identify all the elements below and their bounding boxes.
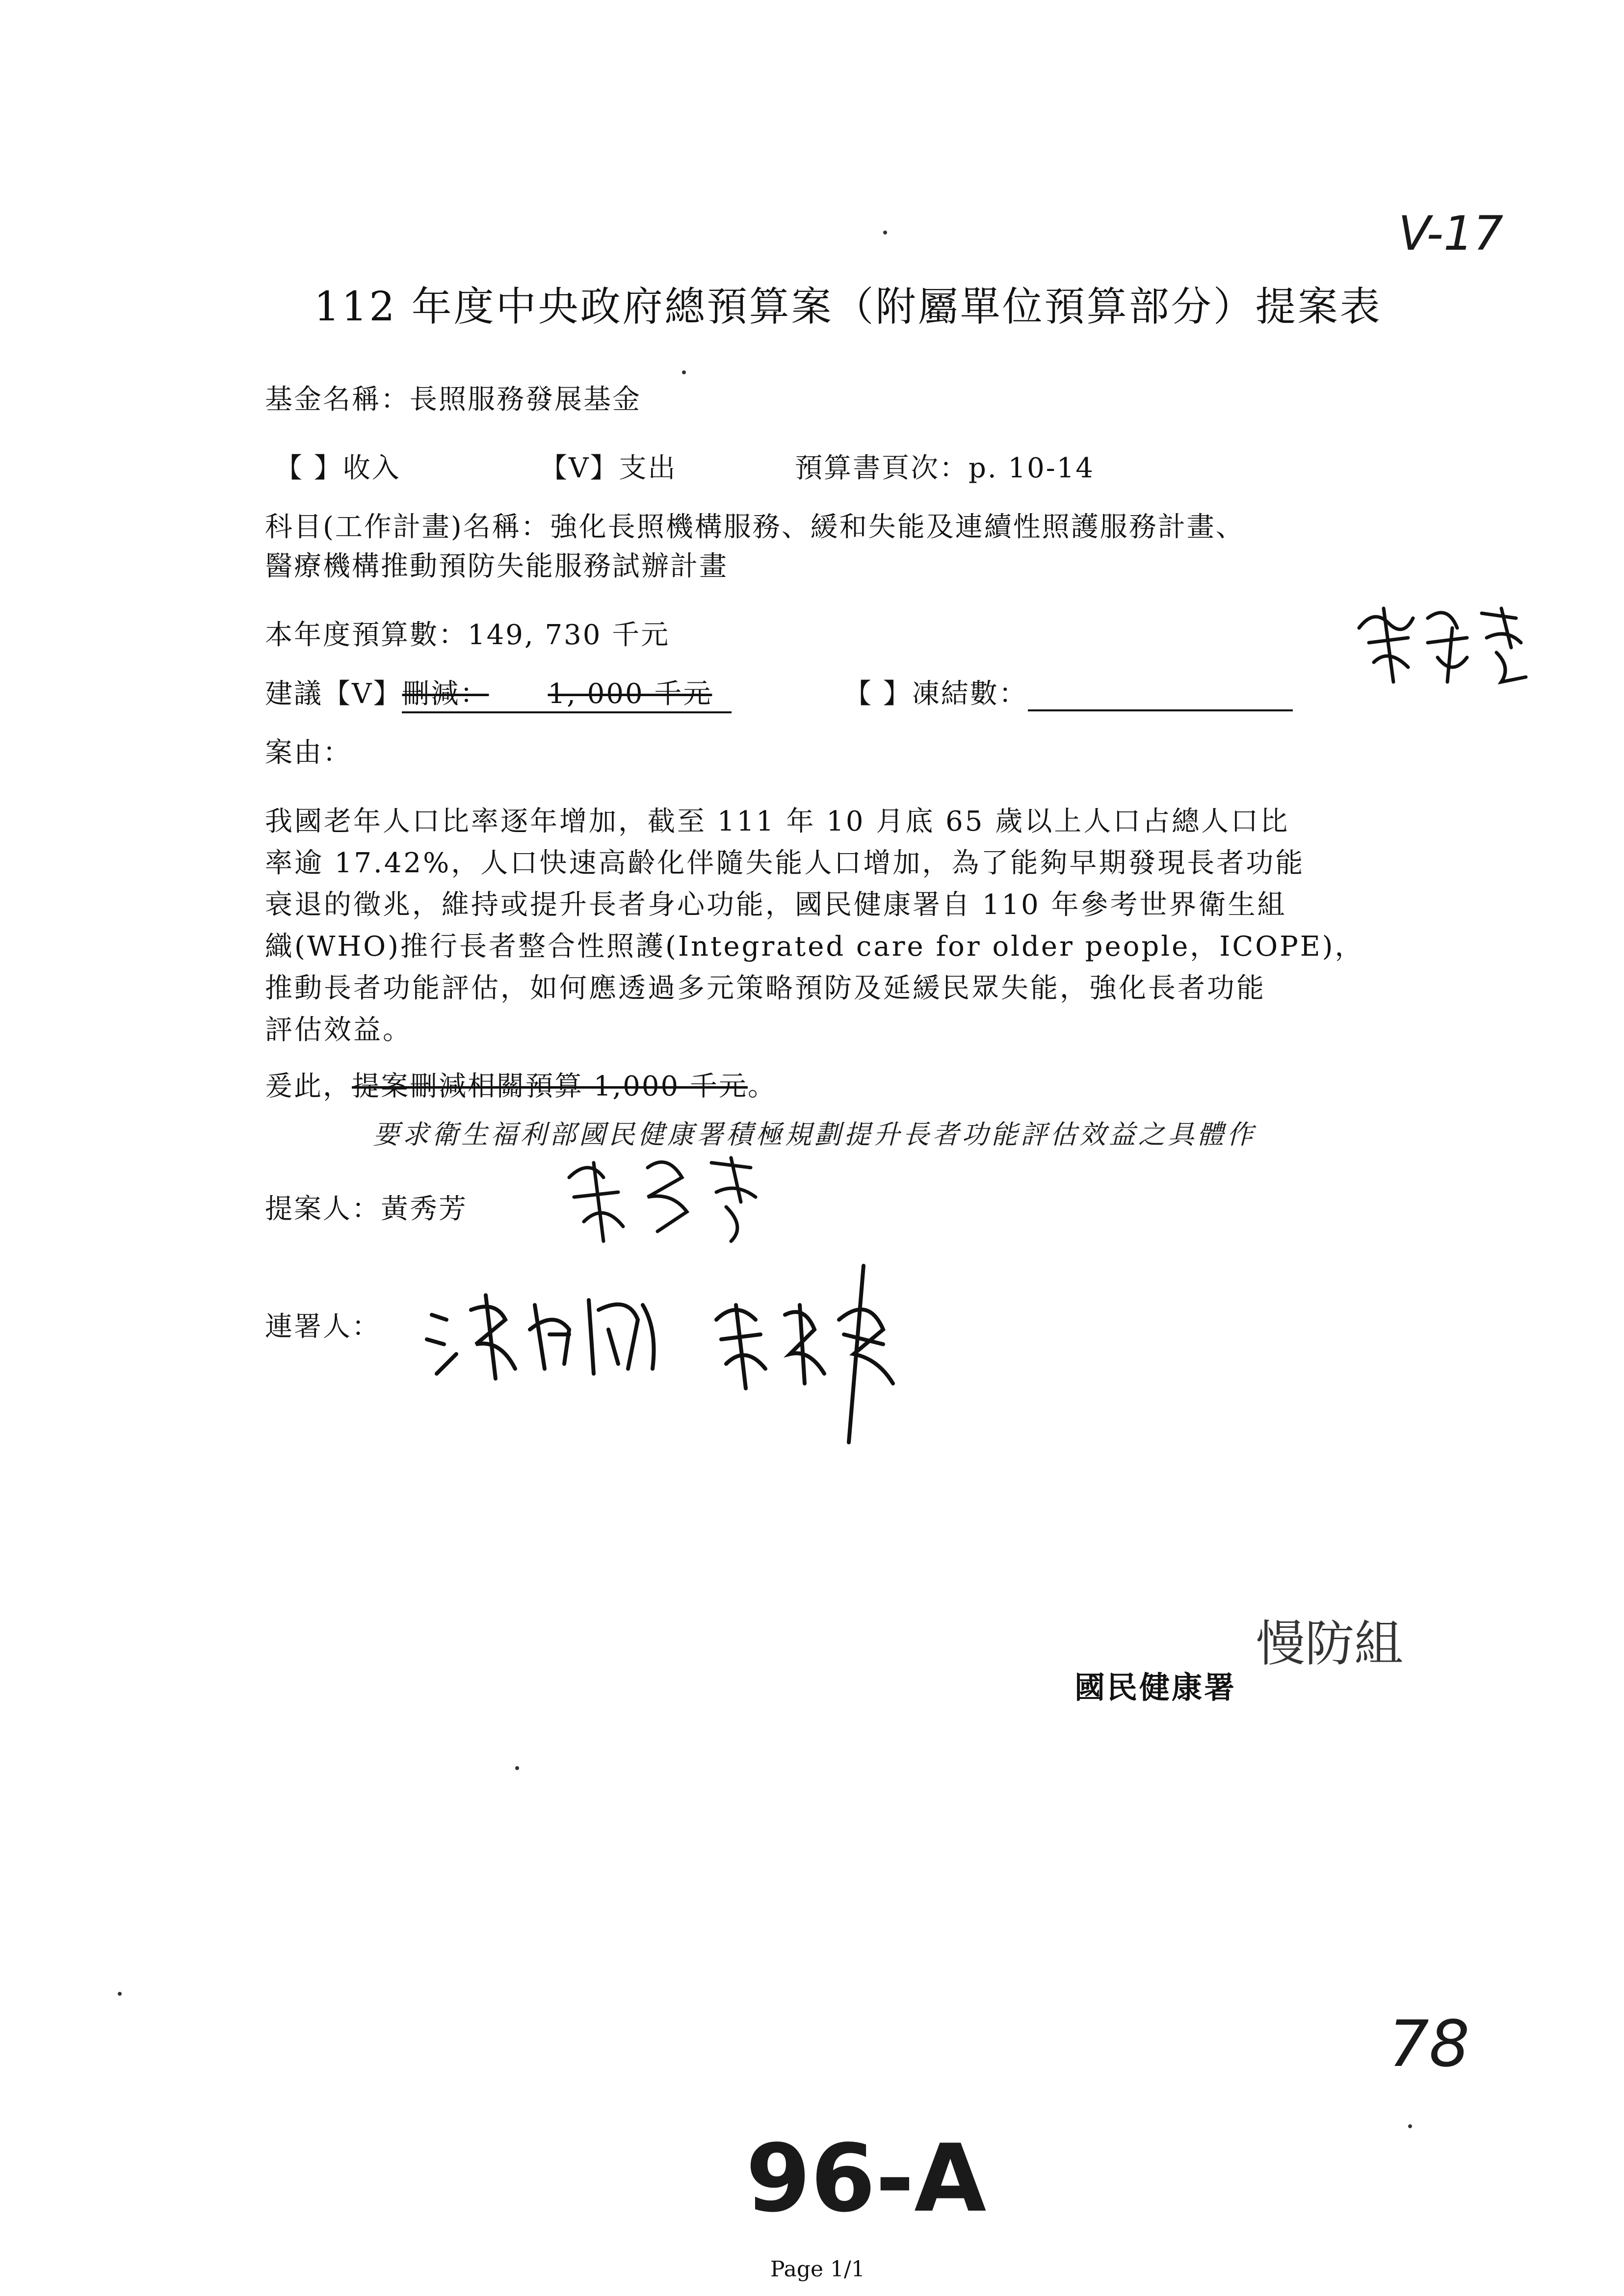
proposer-row xyxy=(265,1187,468,1226)
cosigner-signature-1 xyxy=(422,1256,677,1395)
conclusion-handwritten: 要求衛生福利部國民健康署積極規劃提升長者功能評估效益之具體作 xyxy=(373,1119,1256,1150)
conclusion-period: 。 xyxy=(747,1070,777,1102)
income-checkbox: 【 】收入 xyxy=(275,452,401,484)
fund-value: 長照服務發展基金 xyxy=(410,384,641,416)
expense-checkbox: 【V】支出 xyxy=(540,452,677,484)
subject-row xyxy=(265,505,1245,545)
conclusion-row xyxy=(265,1065,777,1104)
scan-speck xyxy=(682,370,686,374)
cosigner-label: 連署人： xyxy=(265,1311,381,1343)
reason-line: 率逾 17.42%，人口快速高齡化伴隨失能人口增加，為了能夠早期發現長者功能 xyxy=(265,847,1305,879)
reason-line: 評估效益。 xyxy=(265,1014,412,1046)
scan-speck xyxy=(515,1766,519,1770)
page-footer: Page 1/1 xyxy=(770,2257,865,2282)
freeze-row xyxy=(844,672,1293,711)
page-ref-value: p. 10-14 xyxy=(969,452,1095,484)
scan-speck xyxy=(883,231,887,235)
freeze-field xyxy=(1028,682,1293,711)
reason-line: 織(WHO)推行長者整合性照護(Integrated care for older people，ICOPE)， xyxy=(265,931,1364,963)
cut-field xyxy=(402,672,732,713)
budget-value: 149, 730 千元 xyxy=(468,619,670,651)
reason-line: 我國老年人口比率逐年增加，截至 111 年 10 月底 65 歲以上人口占總人口比 xyxy=(265,806,1290,837)
agency-name: 國民健康署 xyxy=(1074,1670,1237,1705)
fund-row xyxy=(265,378,641,417)
suggestion-label: 建議【V】 xyxy=(265,678,402,710)
subject-label: 科目(工作計畫)名稱： xyxy=(265,511,550,543)
page-title: 112 年度中央政府總預算案（附屬單位預算部分）提案表 xyxy=(314,284,1382,330)
dept-handwritten: 慢防組 xyxy=(1256,1615,1403,1672)
budget-page-ref xyxy=(795,446,1095,486)
scan-speck xyxy=(118,1992,122,1996)
reason-label: 案由： xyxy=(265,737,352,769)
proposer-signature xyxy=(559,1148,775,1248)
budget-row xyxy=(265,613,670,652)
cosigner-signature-2 xyxy=(707,1246,913,1454)
cut-text: 刪減： xyxy=(402,678,489,710)
proposer-name: 黃秀芳 xyxy=(381,1193,468,1225)
budget-label: 本年度預算數： xyxy=(265,619,468,651)
conclusion-prefix: 爰此， xyxy=(265,1070,352,1102)
proposer-label: 提案人： xyxy=(265,1193,381,1225)
subject-line2: 醫療機構推動預防失能服務試辦計畫 xyxy=(265,550,728,582)
freeze-label: 【 】凍結數： xyxy=(844,678,1028,710)
cut-amount: 1, 000 千元 xyxy=(548,678,712,710)
reason-line: 衰退的徵兆，維持或提升長者身心功能，國民健康署自 110 年參考世界衛生組 xyxy=(265,889,1287,921)
signature-top xyxy=(1354,599,1541,689)
suggestion-row xyxy=(265,672,732,713)
scan-speck xyxy=(1408,2124,1412,2128)
bottom-code: 96-A xyxy=(746,2124,987,2233)
corner-mark: V-17 xyxy=(1398,206,1504,261)
conclusion-struck: 提案刪減相關預算 1,000 千元 xyxy=(352,1070,748,1102)
page-ref-label: 預算書頁次： xyxy=(795,452,969,484)
fund-label: 基金名稱： xyxy=(265,384,410,416)
reason-line: 推動長者功能評估，如何應透過多元策略預防及延緩民眾失能，強化長者功能 xyxy=(265,972,1266,1004)
handwritten-number: 78 xyxy=(1388,2007,1470,2081)
subject-line1: 強化長照機構服務、緩和失能及連續性照護服務計畫、 xyxy=(550,511,1245,543)
